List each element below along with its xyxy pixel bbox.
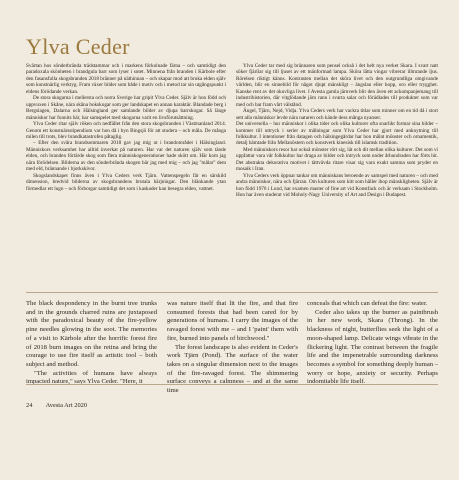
publication-name: Avesta Art 2020 (45, 402, 88, 409)
swedish-paragraph: Ylva Ceder ritar själv röken och nedfället från den stora skogsbranden i Västmanland 2014. Genom ett konstnärsstipendium var hon då i byn Bingsjö för att studera – och måla. De många milen till trots, blev brandkatastrofen påtaglig. (26, 121, 226, 140)
english-paragraph: was nature itself that lit the fire, and that fire consumed forests that had been cared for by generations of humans. I carry the images of the ravaged forest with me – and I 'paint' them with fire, burned into panels of birchwood." (167, 300, 298, 342)
footer-divider (26, 384, 438, 385)
english-paragraph: The forest landscape is also evident in Ceder's work Tjärn (Pond). The surface of the water takes on a singular dimension next to the images of the fire-ravaged forest. The shimmering surface conveys a calmness – and at the same time (167, 343, 298, 395)
article-title: Ylva Ceder (26, 34, 130, 59)
swedish-paragraph: De stora skogarna i mellersta och norra Sverige har gripit Ylva Ceder. Själv är hon född och uppvuxen i Skåne, nära skåna bokskogar som ger landskapet en annan karaktär. Blandade berg i Bergslagen, Dalarna och Hälsingland ger samlande bilder av djupa barrskogar. Så länge människor har funnits här, har samspelet med skogarna varit en livsförutsättning. (26, 95, 226, 121)
english-paragraph: Ceder also takes up the burner as paintbrush in her new work, Skara (Throng). In the blackness of night, butterflies seek the light of a moon-shaped lamp. Delicate wings vibrate in the flickering light. The contrast between the fragile life and the impenetrable surrounding darkness becomes a symbol for something deeply human – worry or hope, anxiety or security. Perhaps indomitable life itself. (307, 308, 438, 386)
english-paragraph: The black despondency in the burnt tree trunks and in the grounds charred ruins are juxtaposed with the paradoxical beauty of the fire-yellow pine needles glowing in the soot. The memories of a visit to Kärbole after the horrific forest fire of 2018 burn images on the retina and bring the courage to use fire itself as artistic tool – both subject and method. (26, 300, 157, 368)
swedish-paragraph: Svärtan hos sönderbrända trädstammar och i markens förkolnade färna – och samtidigt den paradoxala skönheten i brandgula barr som lyser i sotet. Minnena från branden i Kärbole efter den fasansfulla skogsbranden 2018 bränner på näthinnan – och skapar mod att bruka elden själv som konstnärlig verktyg. Fram växer bilder som både i motiv och i metod tar sin utgångspunkt i eldens förödande verkan. (26, 63, 226, 95)
english-paragraph: conceals that which can defeat the fire: water. (307, 300, 428, 307)
swedish-paragraph: Med människors resor har också mönster rört sig, lät och dit mellan olika kulturer. Det som vi uppfattar vara vår folkkultur har draga av bilder och intryck som under århundraden har förts hit. Det abstrakta dekorativa motivet i tättvävda ritare visar sig vara exakt samma som pryder en mosaik i Iran. (236, 146, 438, 173)
swedish-paragraph: Det universella – hur människor i olika tider och olika kulturer ofta snarlikt formar sina bilder – kommer till uttryck i serier av målningar som Ylva Ceder har gjort med anknytning till folkkultur. I intentioner från datagen och hälsingegårdar har hon målat mönster och ornamentik, detalj hämtade från Mellanöstern och konstverk kinesisk till islamsk tradition. (236, 121, 438, 147)
swedish-paragraph: Ylva Ceders verk öppnar tankar om människans beroende av samspel med naturen – och med andra människor, nära och fjärran. Om kulturen som kitt som håller ihop mänskligheten. Själv är hon född 1976 i Lund, har examen master of fine art vid Konstfack och är verksam i Stockholm. Hon har även studerat vid Moholy-Nagy University of Art and Design i Budapest. (236, 172, 438, 199)
swedish-paragraph: – Efter den svåra brandsommaren 2018 gav jag mig ut i brandområdet i Hälsingland. Människors verksamhet har alltid inverkat på naturen. Har var det naturen själv som tände elden, och branden förtärde skog som flera människogenerationer hade skött om. Här kom jag nära förödelsen. Bilderna av den sönderbrända skogen bär jag med mig – och jag "målar" dem med eld, brännande i bjorkskivor. (26, 140, 226, 173)
page-footer (26, 402, 87, 409)
swedish-text-right-column (236, 63, 438, 199)
swedish-paragraph: Ängel, Tjärn, Nejd, Vidja. Ylva Ceders verk har vackra titlar som minner om en tid då i stort sett alla människor levde nära naturen och kände dess många nyanser. (236, 108, 438, 121)
swedish-paragraph: Ylva Ceder tar med sig brännaren som pensel också i det helt nya verket Skara. I svart natt söker fjärilar sig till ljuset av ett mänformad lampa. Sköra lätta vingar vibrerar illmrande ljus. Rörelsen riktigt känns. Kontrasten mellan det sköra livet och den outgrundliga omgivande världen, blir en sinnebild för något djupt mänskligt – ängslan eller hopp, oro eller trygghet. Kanske rent av det okuvliga livet. I Avesta gamla järnverk blir den även ett ackompanjemang till industrihistorien, där vitglödande järn rann i svarta salar och förädlades till produkter som var med och bar fram vårt välstånd. (236, 63, 438, 108)
english-paragraph: "The activities of humans have always impacted nature," says Ylva Ceder. "Here, it (26, 369, 157, 386)
english-text-column-1 (26, 300, 157, 387)
swedish-text-left-column (26, 63, 226, 192)
section-divider (26, 292, 438, 293)
english-text-column-3 (307, 300, 438, 387)
page-number: 24 (26, 402, 33, 409)
english-text-column-2 (167, 300, 298, 396)
swedish-paragraph: Skogslandskapet finns även i Ylva Ceders verk Tjärn. Vattenspegeln får en särskild dimension, bredvid bilderna av skogsbrandens brutala härjningar. Den blänkande ytan förmedlar ett lugn – och förborgar samtidigt det som i kaskader kan besegra elden, vattnet. (26, 172, 226, 192)
